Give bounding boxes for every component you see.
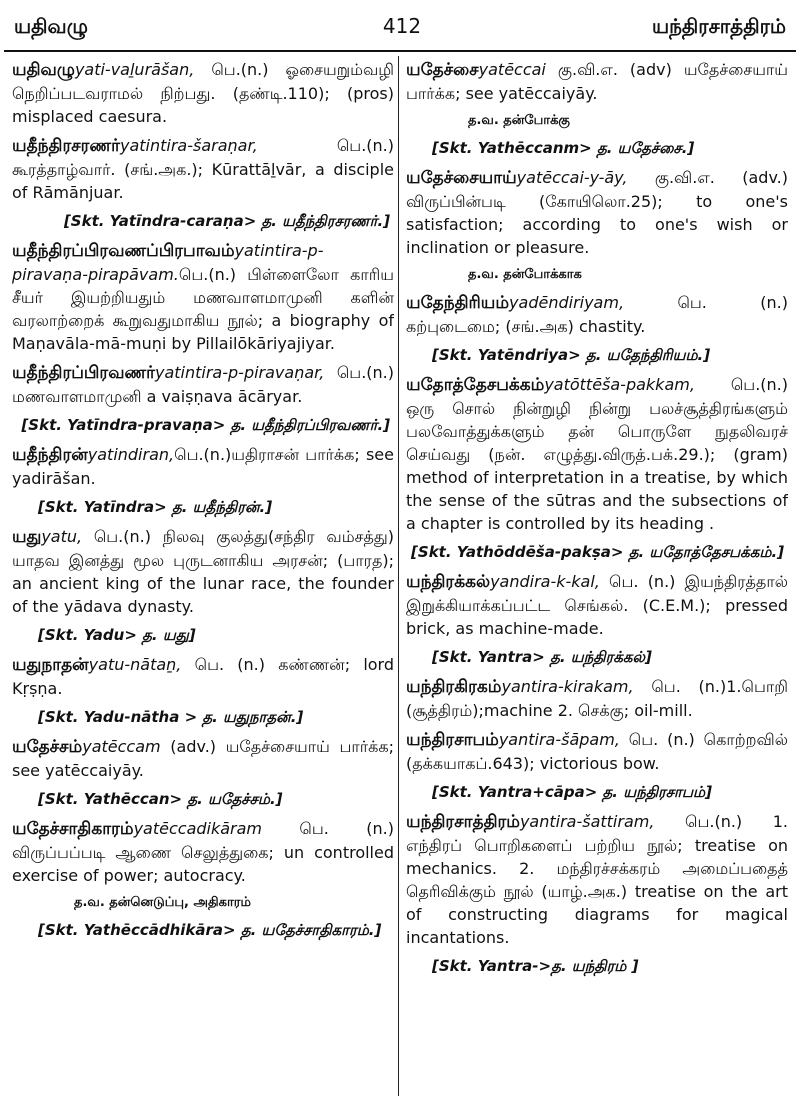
entry-definition: பெ.(n.) ஓசையறும்வழி நெறிப்படவராமல் நிற்பது. (தண்டி.110); (pros) misplaced caesura. bbox=[12, 60, 394, 126]
entry-transliteration: yatōttēša-pakkam, bbox=[544, 375, 695, 394]
dictionary-entry bbox=[12, 58, 394, 128]
right-running-head: யந்திரசாத்திரம் bbox=[651, 14, 786, 38]
entry-definition: (adv.) யதேச்சையாய் பார்க்க; see yatēccaiyāy. bbox=[12, 737, 394, 780]
entry-headword: யதேச்சையாய் bbox=[406, 168, 517, 188]
entry-definition: பெ. (n.) விருப்பப்படி ஆணை செலுத்துகை; un controlled exercise of power; autocracy. bbox=[12, 819, 394, 885]
etymology-source: [Skt. Yantra->த. யந்திரம் ] bbox=[432, 957, 639, 975]
entry-headword: யதுநாதன் bbox=[12, 655, 89, 675]
dictionary-entry bbox=[12, 525, 394, 618]
etymology-source: [Skt. Yantra> த. யந்திரக்கல்] bbox=[432, 648, 652, 666]
dictionary-entry bbox=[12, 361, 394, 408]
dictionary-entry bbox=[12, 653, 394, 700]
entry-definition: பெ.(n.) 1. எந்திரப் பொறிகளைப் பற்றிய நூல்; treatise on mechanics. 2. மந்திரச்சக்கரம் அமைப்பதைத் தெரிவிக்கும் நூல் (யாழ்.அக.) treatise on the art of constructing diagrams for magical incantations. bbox=[406, 812, 788, 947]
entry-transliteration: yatu-nātaṉ, bbox=[88, 655, 182, 674]
entry-headword: யதேச்சை bbox=[406, 60, 479, 80]
etymology-source: [Skt. Yathēccanm> த. யதேச்சை.] bbox=[432, 139, 695, 157]
dictionary-entry bbox=[12, 817, 394, 887]
entry-headword: யதீந்திரப்பிரவணப்பிரபாவம் bbox=[12, 241, 235, 261]
entry-headword: யதீந்திரசரணர் bbox=[12, 136, 120, 156]
entry-headword: யதோத்தேசபக்கம் bbox=[406, 375, 545, 395]
dictionary-entry bbox=[406, 810, 788, 949]
entry-headword: யதிவழு bbox=[12, 60, 75, 80]
etymology-source: [Skt. Yantra+cāpa> த. யந்திரசாபம்] bbox=[432, 783, 712, 801]
entry-definition: பெ.(n.) பிள்ளைலோ காரிய சீயர் இயற்றியதும் மணவாளமாமுனி களின் வரலாற்றைக் கூறுவதுமாகிய நூல்; a biography of Maṇavāla-mā-muṇi by Pillailōkāriyajiyar. bbox=[12, 265, 394, 353]
entry-definition: பெ.(n.)யதிராசன் பார்க்க; see yadirāšan. bbox=[12, 445, 394, 488]
etymology-source: [Skt. Yathēccādhikāra> த. யதேச்சாதிகாரம்.] bbox=[38, 921, 382, 939]
dictionary-entry bbox=[406, 675, 788, 722]
entry-transliteration: yatintira-šaraṇar, bbox=[119, 136, 258, 155]
header-rule bbox=[4, 50, 796, 52]
dictionary-entry bbox=[12, 735, 394, 782]
entry-headword: யது bbox=[12, 527, 42, 547]
tamil-equivalent: த.வ. தன்போக்காக bbox=[468, 267, 582, 282]
page-header bbox=[0, 0, 800, 52]
entry-transliteration: yantira-kirakam, bbox=[501, 677, 634, 696]
entry-transliteration: yatēccadikāram bbox=[133, 819, 263, 838]
entry-transliteration: yantira-šāpam, bbox=[498, 730, 620, 749]
entry-transliteration: yatindiran, bbox=[87, 445, 175, 464]
entry-definition: பெ. (n.) கொற்றவில் (தக்கயாகப்.643); victorious bow. bbox=[406, 730, 788, 773]
entry-definition: பெ.(n.) கூரத்தாழ்வார். (சங்.அக.); Kūrattāḻvār, a disciple of Rāmānjuar. bbox=[12, 136, 394, 202]
entry-definition: பெ. (n.) இயந்திரத்தால் இறுக்கியாக்கப்பட்ட செங்கல். (C.E.M.); pressed brick, as machine-made. bbox=[406, 572, 788, 638]
dictionary-entry bbox=[406, 373, 788, 535]
dictionary-entry bbox=[12, 239, 394, 355]
entry-headword: யதேந்திரியம் bbox=[406, 293, 510, 313]
entry-transliteration: yatu, bbox=[41, 527, 83, 546]
page-number: 412 bbox=[382, 14, 422, 38]
entry-headword: யதேச்சம் bbox=[12, 737, 83, 757]
entry-definition: கு.வி.எ. (adv) யதேச்சையாய் பார்க்க; see yatēccaiyāy. bbox=[406, 60, 788, 103]
dictionary-entry bbox=[406, 728, 788, 775]
entry-transliteration: yatintira-p-piravaṇa-pirapāvam. bbox=[12, 241, 324, 284]
entry-transliteration: yandira-k-kal, bbox=[490, 572, 600, 591]
dictionary-entry bbox=[406, 291, 788, 338]
entry-transliteration: yati-vaḻurāšan, bbox=[74, 60, 195, 79]
entry-definition: கு.வி.எ. (adv.) விருப்பின்படி (கோயிலொ.25); to one's satisfaction; according to one's wish or inclination or pleasure. bbox=[406, 168, 788, 257]
tamil-equivalent: த.வ. தன்போக்கு bbox=[468, 113, 570, 128]
entry-transliteration: yatēccam bbox=[82, 737, 161, 756]
dictionary-entry bbox=[406, 58, 788, 105]
entry-transliteration: yadēndiriyam, bbox=[509, 293, 625, 312]
entry-headword: யந்திரக்கல் bbox=[406, 572, 491, 592]
entry-transliteration: yatintira-p-piravaṇar, bbox=[155, 363, 325, 382]
right-column bbox=[406, 58, 788, 1094]
entry-definition: பெ. (n.) கற்புடைமை; (சங்.அக) chastity. bbox=[406, 293, 788, 336]
etymology-source: [Skt. Yatīndra-pravaṇa> த. யதீந்திரப்பிரவணர்.] bbox=[21, 416, 390, 434]
entry-definition: பெ.(n.) ஒரு சொல் நின்றுழி நின்று பலச்சூத்திரங்களும் பலவோத்துக்களும் தன் பொருளே நுதலிவரச் செய்வது (நன். எழுத்து.விருத்.பக்.29.); (gram) method of interpretation in a treatise, by which the sense of the sūtras and the subsections of a chapter is controlled by its heading . bbox=[406, 375, 788, 533]
etymology-source: [Skt. Yadu> த. யது] bbox=[38, 626, 196, 644]
entry-definition: பெ. (n.) கண்ணன்; lord Kṛṣṇa. bbox=[12, 655, 394, 698]
entry-headword: யதீந்திரன் bbox=[12, 445, 88, 465]
entry-transliteration: yantira-šattiram, bbox=[519, 812, 655, 831]
entry-transliteration: yatēccai bbox=[478, 60, 546, 79]
entry-headword: யதீந்திரப்பிரவணர் bbox=[12, 363, 155, 383]
entry-definition: பெ.(n.) நிலவு குலத்து(சந்திர வம்சத்து) யாதவ இனத்து மூல புருடனாகிய அரசன்; (பாரத); an ancient king of the lunar race, the founder of the yādava dynasty. bbox=[12, 527, 394, 616]
dictionary-entry bbox=[406, 166, 788, 259]
entry-definition: பெ. (n.)1.பொறி (சூத்திரம்);machine 2. செக்கு; oil-mill. bbox=[406, 677, 788, 720]
etymology-source: [Skt. Yatīndra> த. யதீந்திரன்.] bbox=[38, 498, 273, 516]
dictionary-entry bbox=[12, 134, 394, 204]
left-running-head: யதிவழு bbox=[14, 14, 89, 38]
entry-headword: யந்திரசாத்திரம் bbox=[406, 812, 520, 832]
entry-headword: யந்திரசாபம் bbox=[406, 730, 499, 750]
dictionary-entry bbox=[406, 570, 788, 640]
entry-headword: யதேச்சாதிகாரம் bbox=[12, 819, 134, 839]
dictionary-entry bbox=[12, 443, 394, 490]
column-divider bbox=[398, 56, 399, 1096]
etymology-source: [Skt. Yatīndra-caraṇa> த. யதீந்திரசரணர்.] bbox=[63, 212, 390, 230]
entry-headword: யந்திரகிரகம் bbox=[406, 677, 502, 697]
etymology-source: [Skt. Yadu-nātha > த. யதுநாதன்.] bbox=[38, 708, 304, 726]
entry-definition: பெ.(n.) மணவாளமாமுனி a vaiṣṇava ācāryar. bbox=[12, 363, 394, 406]
etymology-source: [Skt. Yathēccan> த. யதேச்சம்.] bbox=[38, 790, 283, 808]
etymology-source: [Skt. Yathōddēša-pakṣa> த. யதோத்தேசபக்கம்.] bbox=[411, 543, 784, 561]
tamil-equivalent: த.வ. தன்னெடுப்பு, அதிகாரம் bbox=[74, 895, 251, 910]
entry-transliteration: yatēccai-y-āy, bbox=[516, 168, 628, 187]
left-column bbox=[12, 58, 394, 1094]
etymology-source: [Skt. Yatēndriya> த. யதேந்திரியம்.] bbox=[432, 346, 711, 364]
